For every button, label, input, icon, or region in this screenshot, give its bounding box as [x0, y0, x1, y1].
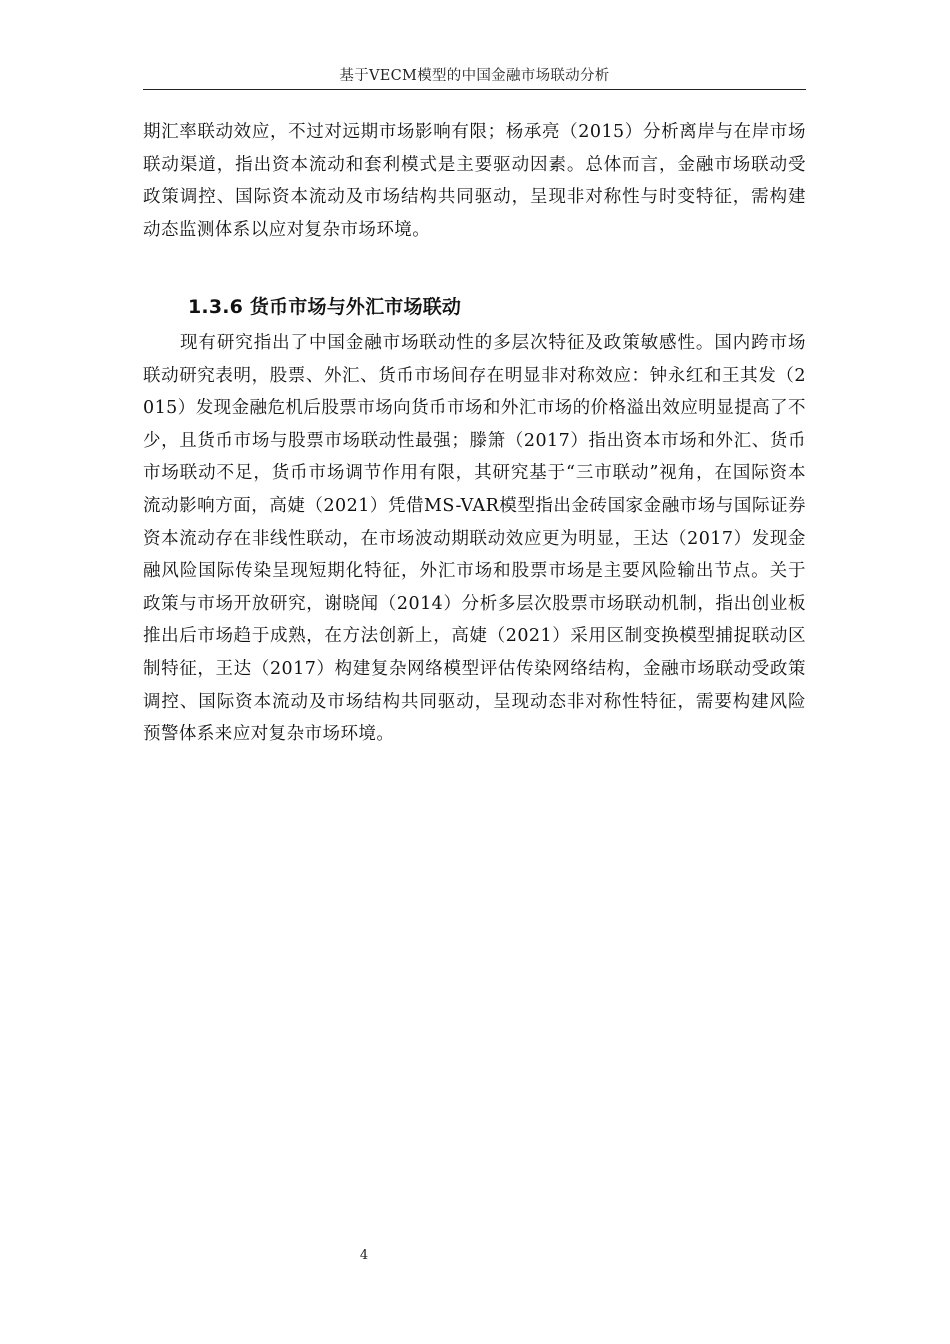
header-divider: [143, 89, 806, 90]
section-heading: 1.3.6 货币市场与外汇市场联动: [188, 296, 462, 318]
body-paragraph: 期汇率联动效应，不过对远期市场影响有限；杨承亮（2015）分析离岸与在岸市场联动渠道，指出资本流动和套利模式是主要驱动因素。总体而言，金融市场联动受政策调控、国际资本流动及市场结构共同驱动，呈现非对称性与时变特征，需构建动态监测体系以应对复杂市场环境。: [143, 122, 806, 240]
page-number: 4: [359, 1248, 369, 1263]
body-paragraph: 现有研究指出了中国金融市场联动性的多层次特征及政策敏感性。国内跨市场联动研究表明，股票、外汇、货币市场间存在明显非对称效应：钟永红和王其发（2015）发现金融危机后股票市场向货币市场和外汇市场的价格溢出效应明显提高了不少，且货币市场与股票市场联动性最强；滕箫（2017）指出资本市场和外汇、货币市场联动不足，货币市场调节作用有限，其研究基于“三市联动”视角，在国际资本流动影响方面，高婕（2021）凭借MS-VAR模型指出金砖国家金融市场与国际证券资本流动存在非线性联动，在市场波动期联动效应更为明显，王达（2017）发现金融风险国际传染呈现短期化特征，外汇市场和股票市场是主要风险输出节点。关于政策与市场开放研究，谢晓闻（2014）分析多层次股票市场联动机制，指出创业板推出后市场趋于成熟，在方法创新上，高婕（2021）采用区制变换模型捕捉联动区制特征，王达（2017）构建复杂网络模型评估传染网络结构，金融市场联动受政策调控、国际资本流动及市场结构共同驱动，呈现动态非对称性特征，需要构建风险预警体系来应对复杂市场环境。: [143, 333, 806, 745]
running-header: 基于VECM模型的中国金融市场联动分析: [339, 68, 610, 84]
